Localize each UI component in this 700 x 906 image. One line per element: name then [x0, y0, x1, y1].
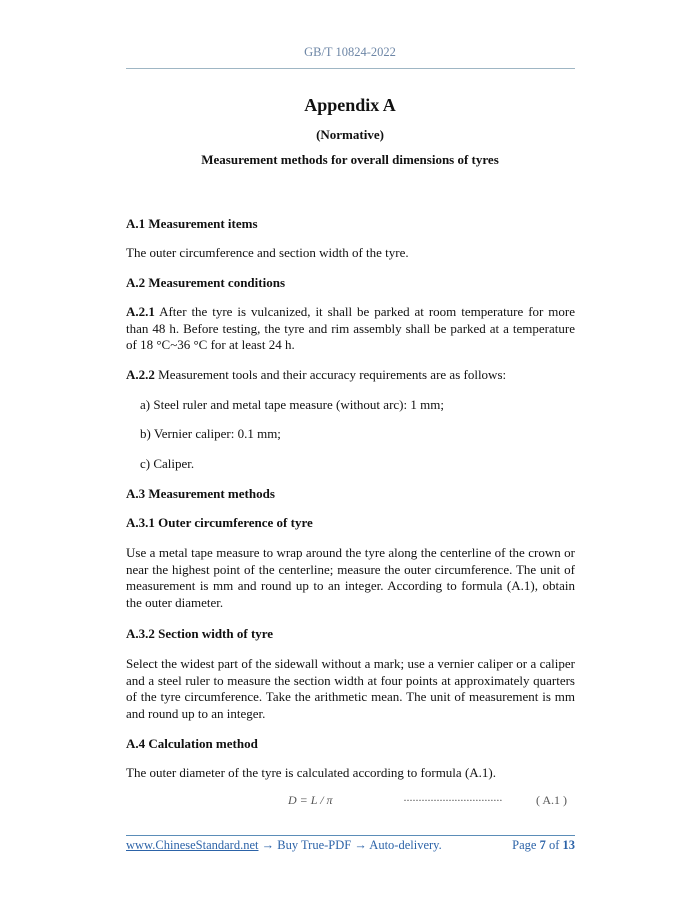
section-a31-text: Use a metal tape measure to wrap around the tyre along the centerline of the crown or near the highest point of the centerline; measure the outer circumference. The unit of measurement is mm and round up to an integer. According to formula (A.1), obtain the outer diameter.	[126, 545, 575, 611]
page-title: Appendix A	[304, 95, 396, 115]
header-code: GB/T 10824-2022	[304, 45, 396, 59]
list-item: c) Caliper.	[140, 456, 195, 471]
list-item: b) Vernier caliper: 0.1 mm;	[140, 426, 281, 441]
section-number: A.2.2	[126, 367, 155, 382]
paragraph-text: After the tyre is vulcanized, it shall be parked at room temperature for more than 48 h. Before testing, the tyre and rim assembly shall be parked at a temperature of 18 °C~36 °C for at least 24 h.	[126, 304, 575, 353]
formula-leader-dots: ·································	[403, 793, 502, 807]
paragraph-text: Measurement tools and their accuracy requirements are as follows:	[154, 367, 507, 382]
footer-promo-text: → Buy True-PDF → Auto-delivery.	[258, 838, 442, 852]
section-a3-title: A.3 Measurement methods	[126, 486, 275, 501]
footer-promo	[126, 838, 442, 853]
section-number: A.2.1	[126, 304, 155, 319]
footer	[126, 838, 575, 853]
section-a1-text: The outer circumference and section width of the tyre.	[126, 245, 409, 260]
formula-label: ( A.1 )	[536, 793, 567, 807]
header-rule	[126, 68, 575, 69]
section-a31-title: A.3.1 Outer circumference of tyre	[126, 515, 313, 530]
subtitle: (Normative)	[316, 127, 384, 142]
formula-expression: D = L / π	[288, 793, 333, 807]
section-a1-title: A.1 Measurement items	[126, 216, 258, 231]
section-a32-title: A.3.2 Section width of tyre	[126, 626, 274, 641]
footer-rule	[126, 835, 575, 836]
page-word: Page	[512, 838, 537, 852]
website-link[interactable]: www.ChineseStandard.net	[126, 838, 259, 852]
section-a32-text: Select the widest part of the sidewall without a mark; use a vernier caliper or a caliper and a steel ruler to measure the section width at four points at approximately quarters of the tyre circumference. Take the arithmetic mean. The unit of measurement is mm and round up to an integer.	[126, 656, 575, 722]
section-a22-text	[126, 367, 575, 384]
list-item: a) Steel ruler and metal tape measure (without arc): 1 mm;	[140, 397, 444, 412]
total-pages: 13	[562, 838, 575, 852]
section-a4-title: A.4 Calculation method	[126, 736, 258, 751]
of-word: of	[548, 838, 560, 852]
appendix-heading: Measurement methods for overall dimensions of tyres	[201, 152, 499, 167]
section-a2-title: A.2 Measurement conditions	[126, 275, 286, 290]
current-page: 7	[539, 838, 546, 852]
section-a4-text: The outer diameter of the tyre is calculated according to formula (A.1).	[126, 765, 496, 780]
page-indicator	[512, 838, 575, 853]
section-a21-text	[126, 304, 575, 354]
